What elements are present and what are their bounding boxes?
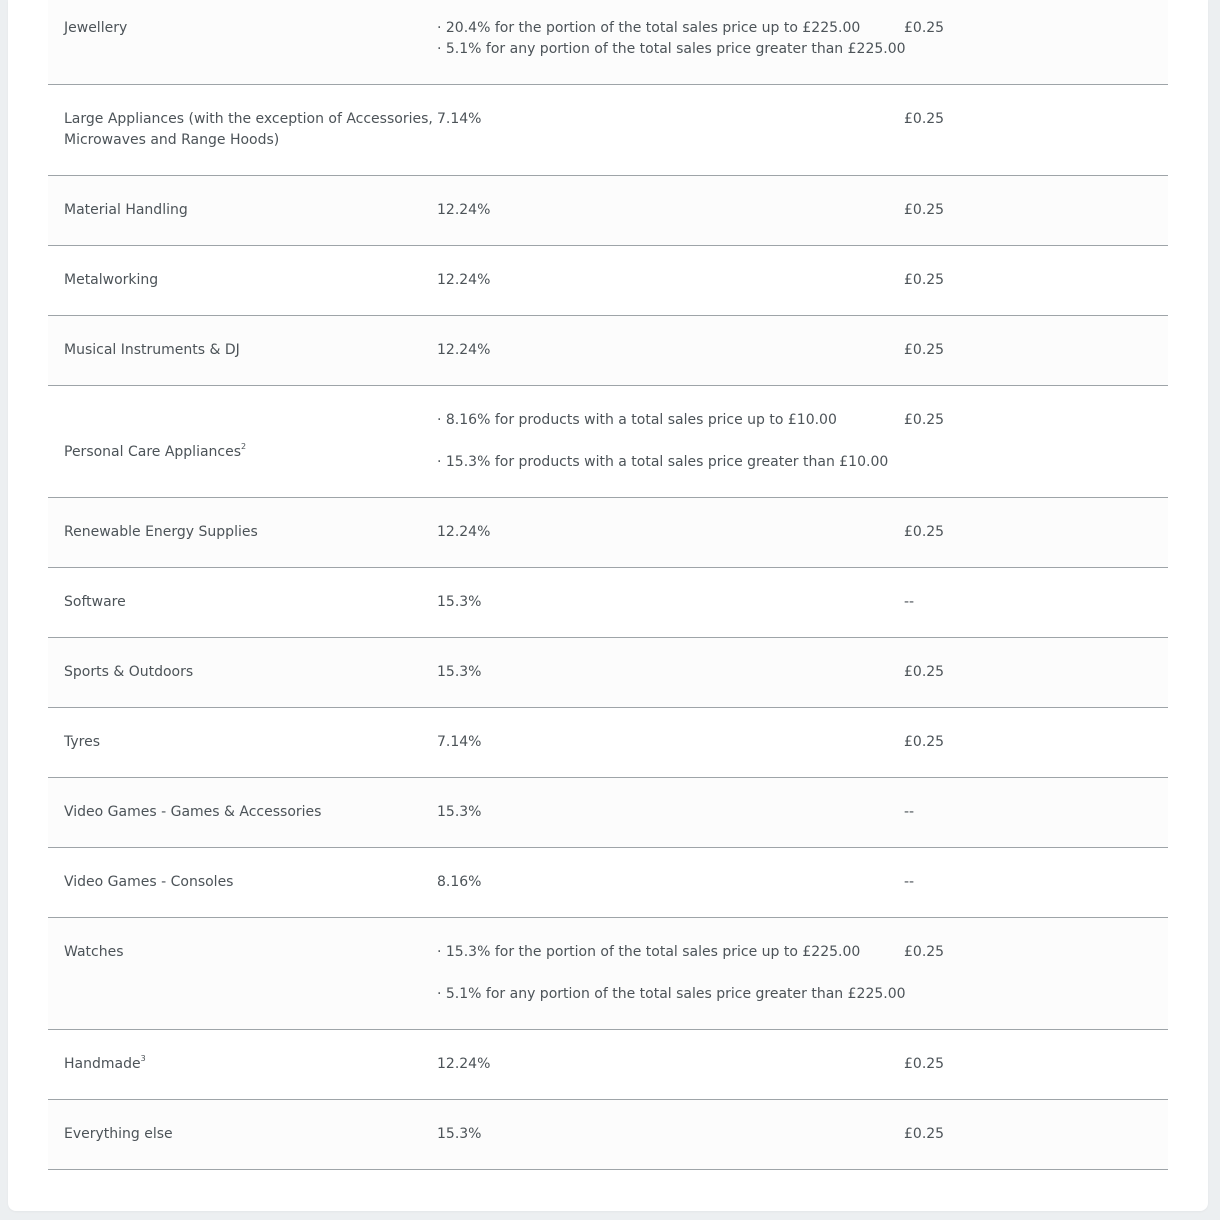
table-row — [48, 0, 1168, 85]
min-fee-cell — [904, 942, 1104, 963]
fee-line: · 5.1% for any portion of the total sales price greater than £225.00 — [437, 41, 906, 57]
fee-value: 12.24% — [437, 524, 491, 540]
category-cell — [64, 270, 404, 291]
category-cell — [64, 872, 404, 893]
table-row — [48, 85, 1168, 176]
category-label: Metalworking — [64, 272, 159, 288]
fee-cell — [437, 270, 887, 291]
fee-line: · 15.3% for the portion of the total sales price up to £225.00 — [437, 944, 861, 960]
table-row — [48, 848, 1168, 918]
fee-value: 7.14% — [437, 111, 482, 127]
category-label: Watches — [64, 944, 124, 960]
category-label: Sports & Outdoors — [64, 664, 194, 680]
min-fee-value: £0.25 — [904, 664, 945, 680]
table-row — [48, 918, 1168, 1030]
category-cell — [64, 1124, 404, 1145]
category-label: Video Games - Games & Accessories — [64, 804, 322, 820]
category-label: Handmade — [64, 1056, 141, 1072]
fee-cell — [437, 18, 906, 60]
min-fee-cell — [904, 410, 1104, 431]
category-cell — [64, 732, 404, 753]
min-fee-value: -- — [904, 594, 915, 610]
category-cell — [64, 109, 433, 151]
min-fee-value: £0.25 — [904, 412, 945, 428]
fee-value: 12.24% — [437, 1056, 491, 1072]
min-fee-cell — [904, 592, 1104, 613]
fee-line: · 20.4% for the portion of the total sales price up to £225.00 — [437, 20, 861, 36]
min-fee-value: £0.25 — [904, 1126, 945, 1142]
footnote-marker: 2 — [241, 442, 247, 451]
fee-cell — [437, 1054, 887, 1075]
min-fee-value: £0.25 — [904, 1056, 945, 1072]
category-cell — [64, 592, 404, 613]
table-row — [48, 1100, 1168, 1170]
fee-table-card — [8, 0, 1208, 1211]
fee-cell — [437, 942, 906, 1005]
category-label: Jewellery — [64, 20, 128, 36]
min-fee-value: £0.25 — [904, 111, 945, 127]
min-fee-cell — [904, 1124, 1104, 1145]
category-label: Renewable Energy Supplies — [64, 524, 258, 540]
category-label: Video Games - Consoles — [64, 874, 234, 890]
table-row — [48, 246, 1168, 316]
min-fee-cell — [904, 1054, 1104, 1075]
min-fee-cell — [904, 270, 1104, 291]
fee-line: · 15.3% for products with a total sales price greater than £10.00 — [437, 454, 889, 470]
min-fee-cell — [904, 522, 1104, 543]
category-label: Large Appliances (with the exception of Accessories, — [64, 111, 433, 127]
fee-cell — [437, 732, 887, 753]
table-row — [48, 498, 1168, 568]
fee-line: · 5.1% for any portion of the total sales price greater than £225.00 — [437, 986, 906, 1002]
category-cell — [64, 200, 404, 221]
category-label: Tyres — [64, 734, 101, 750]
min-fee-value: £0.25 — [904, 272, 945, 288]
table-row — [48, 316, 1168, 386]
category-cell — [64, 662, 404, 683]
category-label: Material Handling — [64, 202, 188, 218]
category-cell — [64, 1054, 404, 1075]
category-cell — [64, 442, 404, 463]
fee-value: 15.3% — [437, 1126, 482, 1142]
min-fee-cell — [904, 802, 1104, 823]
fee-value: 12.24% — [437, 342, 491, 358]
fee-value: 12.24% — [437, 202, 491, 218]
fee-cell — [437, 1124, 887, 1145]
min-fee-value: £0.25 — [904, 342, 945, 358]
min-fee-cell — [904, 109, 1104, 130]
min-fee-cell — [904, 872, 1104, 893]
table-row — [48, 386, 1168, 498]
fee-cell — [437, 522, 887, 543]
fee-value: 12.24% — [437, 272, 491, 288]
min-fee-cell — [904, 662, 1104, 683]
category-label-wrap — [64, 1054, 404, 1075]
fee-value: 15.3% — [437, 804, 482, 820]
fee-line: · 8.16% for products with a total sales price up to £10.00 — [437, 412, 837, 428]
min-fee-value: £0.25 — [904, 202, 945, 218]
table-row — [48, 176, 1168, 246]
fee-cell — [437, 109, 887, 130]
category-label-wrap — [64, 442, 404, 463]
table-row — [48, 1030, 1168, 1100]
min-fee-value: £0.25 — [904, 524, 945, 540]
category-label: Everything else — [64, 1126, 173, 1142]
min-fee-value: -- — [904, 874, 915, 890]
table-row — [48, 778, 1168, 848]
category-cell — [64, 522, 404, 543]
min-fee-value: £0.25 — [904, 734, 945, 750]
min-fee-cell — [904, 732, 1104, 753]
fee-cell — [437, 802, 887, 823]
table-row — [48, 638, 1168, 708]
fee-cell — [437, 340, 887, 361]
table-row — [48, 568, 1168, 638]
min-fee-cell — [904, 340, 1104, 361]
fee-value: 7.14% — [437, 734, 482, 750]
fee-cell — [437, 410, 887, 473]
fee-cell — [437, 662, 887, 683]
fee-cell — [437, 592, 887, 613]
min-fee-value: £0.25 — [904, 944, 945, 960]
category-label: Software — [64, 594, 126, 610]
category-label: Personal Care Appliances — [64, 444, 242, 460]
fee-cell — [437, 200, 887, 221]
min-fee-value: £0.25 — [904, 20, 945, 36]
footnote-marker: 3 — [140, 1054, 146, 1063]
category-cell — [64, 802, 404, 823]
table-row — [48, 708, 1168, 778]
category-cell — [64, 340, 404, 361]
fee-cell — [437, 872, 887, 893]
referral-fee-table — [48, 0, 1168, 1170]
category-cell — [64, 18, 404, 39]
category-label: Microwaves and Range Hoods) — [64, 132, 280, 148]
category-cell — [64, 942, 404, 963]
fee-value: 8.16% — [437, 874, 482, 890]
category-label: Musical Instruments & DJ — [64, 342, 240, 358]
fee-value: 15.3% — [437, 664, 482, 680]
min-fee-cell — [904, 18, 1104, 39]
min-fee-value: -- — [904, 804, 915, 820]
fee-value: 15.3% — [437, 594, 482, 610]
min-fee-cell — [904, 200, 1104, 221]
